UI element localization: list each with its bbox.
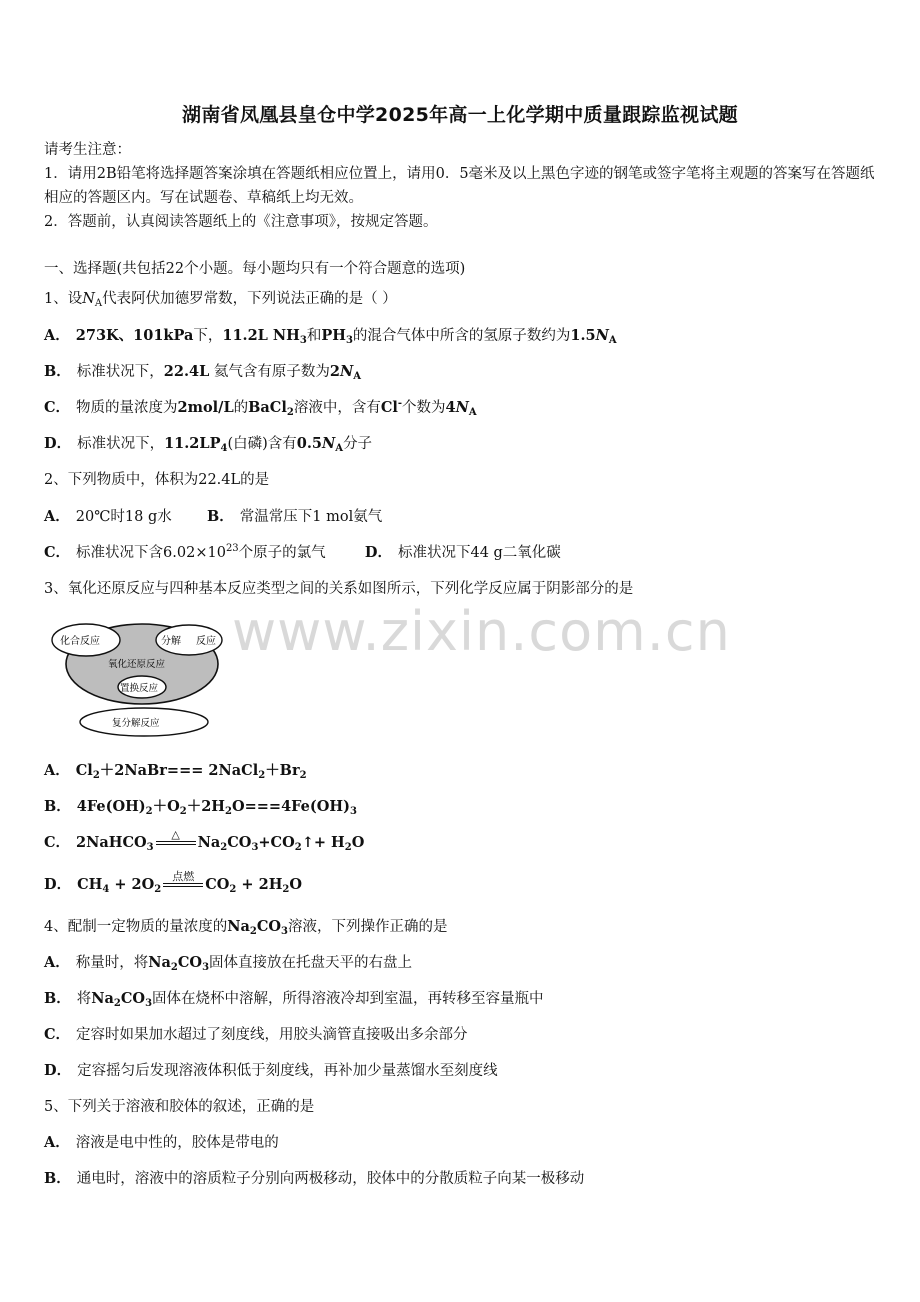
question-2-options-ab xyxy=(44,505,884,529)
question-2-option-b: 常温常压下1 mol氨气 xyxy=(239,509,383,525)
option-letter: D． xyxy=(44,1062,72,1079)
question-5-option-b xyxy=(44,1167,884,1191)
question-4-option-d-text: 定容摇匀后发现溶液体积低于刻度线，再补加少量蒸馏水至刻度线 xyxy=(77,1063,498,1079)
label-combination: 化合反应 xyxy=(60,636,100,647)
question-5-stem: 5、下列关于溶液和胶体的叙述，正确的是 xyxy=(44,1099,315,1115)
question-4-option-c xyxy=(44,1023,884,1047)
question-3-option-d: D． $CH_4 + 2O_2$ 点燃 $CO_2 + 2H_2O$ xyxy=(44,870,303,895)
question-3-option-a: A． $Cl_2+2NaBr===$ $2NaCl_2+Br_2$ xyxy=(44,762,307,781)
option-letter: D． xyxy=(364,544,392,561)
ignition-condition: 点燃 xyxy=(163,873,203,891)
question-5-option-a xyxy=(44,1131,884,1155)
option-letter: B． xyxy=(207,508,234,525)
question-3-option-c: C． 2NaHCO$_3$ △ $Na_2CO_3+CO_2↑+ H_2O$ xyxy=(44,828,365,853)
question-4-option-c-text: 定容时如果加水超过了刻度线，用胶头滴管直接吸出多余部分 xyxy=(76,1027,468,1043)
label-displacement: 置换反应 xyxy=(120,683,159,694)
option-letter: A． xyxy=(44,1134,70,1151)
option-letter: C． xyxy=(44,834,71,851)
option-letter: B． xyxy=(44,1170,71,1187)
option-letter: D． xyxy=(44,435,72,452)
option-letter: A． xyxy=(44,508,70,525)
watermark: www.zixin.com.cn xyxy=(232,600,731,663)
question-1-option-d: D． 标准状况下，$11.2LP_4$(白磷)含有$0.5N_A$分子 xyxy=(44,435,373,454)
label-double-decomposition: 复分解反应 xyxy=(112,718,160,729)
label-decomposition-2: 反应 xyxy=(196,636,216,647)
question-1-stem-post: 代表阿伏加德罗常数，下列说法正确的是（ ） xyxy=(102,291,397,307)
option-letter: B． xyxy=(44,363,71,380)
option-letter: C． xyxy=(44,544,71,561)
question-1-option-b: B． 标准状况下，22.4L 氦气含有原子数为$2N_A$ xyxy=(44,363,362,382)
exam-title: 湖南省凤凰县皇仓中学2025年高一上化学期中质量跟踪监视试题 xyxy=(182,104,738,126)
question-1-stem: 1、设$N_A$代表阿伏加德罗常数，下列说法正确的是（ ） xyxy=(44,291,397,309)
notice-header: 请考生注意： xyxy=(44,142,131,158)
question-3-option-b: B． $4Fe(OH)_2+O_2+2H_2O===4Fe(OH)_3$ xyxy=(44,798,357,817)
question-1-option-c: C． 物质的量浓度为2mol/L的BaCl$_2$溶液中，含有Cl-个数为$4N_A$ xyxy=(44,398,477,418)
option-letter: A． xyxy=(44,954,70,971)
question-1-option-a: A． 273K、101kPa下，11.2L $NH_3$和$PH_3$的混合气体中所含的氢原子数约为$1.5N_A$ xyxy=(44,327,617,346)
option-letter: A． xyxy=(44,327,70,344)
reaction-types-diagram xyxy=(48,612,228,742)
question-4-stem: 4、配制一定物质的量浓度的$Na_2CO_3$溶液，下列操作正确的是 xyxy=(44,918,448,937)
label-decomposition-1: 分解 xyxy=(161,636,181,647)
question-2-option-a: 20℃时18 g水 xyxy=(75,509,172,525)
question-3-stem: 3、氧化还原反应与四种基本反应类型之间的关系如图所示，下列化学反应属于阴影部分的是 xyxy=(44,581,634,597)
question-2-option-d: 标准状况下44 g二氧化碳 xyxy=(397,545,561,561)
question-5-option-b-text: 通电时，溶液中的溶质粒子分别向两极移动，胶体中的分散质粒子向某一极移动 xyxy=(76,1171,585,1187)
option-letter: C． xyxy=(44,399,71,416)
notice-item-2: 2．答题前，认真阅读答题纸上的《注意事项》，按规定答题。 xyxy=(44,214,438,230)
question-5-option-a-text: 溶液是电中性的，胶体是带电的 xyxy=(75,1135,279,1151)
option-letter: D． xyxy=(44,876,72,893)
question-4-option-d xyxy=(44,1059,884,1083)
question-4-option-a: A． 称量时，将$Na_2CO_3$固体直接放在托盘天平的右盘上 xyxy=(44,954,413,973)
label-redox: 氧化还原反应 xyxy=(108,659,166,670)
option-letter: C． xyxy=(44,1026,71,1043)
notice-item-1: 1．请用2B铅笔将选择题答案涂填在答题纸相应位置上，请用0．5毫米及以上黑色字迹的钢笔或签字笔将主观题的答案写在答题纸相应的答题区内。写在试题卷、草稿纸上均无效。 xyxy=(44,166,875,206)
heating-condition: △ xyxy=(156,831,196,849)
question-2-stem: 2、下列物质中，体积为22.4L的是 xyxy=(44,472,270,488)
option-letter: B． xyxy=(44,798,71,815)
question-2-options-cd: C． 标准状况下含$6.02\times 10^{23}$个原子的氯气 D． 标准状况下44 g二氧化碳 xyxy=(44,543,561,561)
question-4-option-b: B． 将$Na_2CO_3$固体在烧杯中溶解，所得溶液冷却到室温，再转移至容量瓶中 xyxy=(44,990,544,1009)
option-letter: A． xyxy=(44,762,70,779)
section-heading: 一、选择题(共包括22个小题。每小题均只有一个符合题意的选项) xyxy=(44,261,466,277)
question-1-stem-pre: 1、设 xyxy=(44,291,83,307)
option-letter: B． xyxy=(44,990,71,1007)
